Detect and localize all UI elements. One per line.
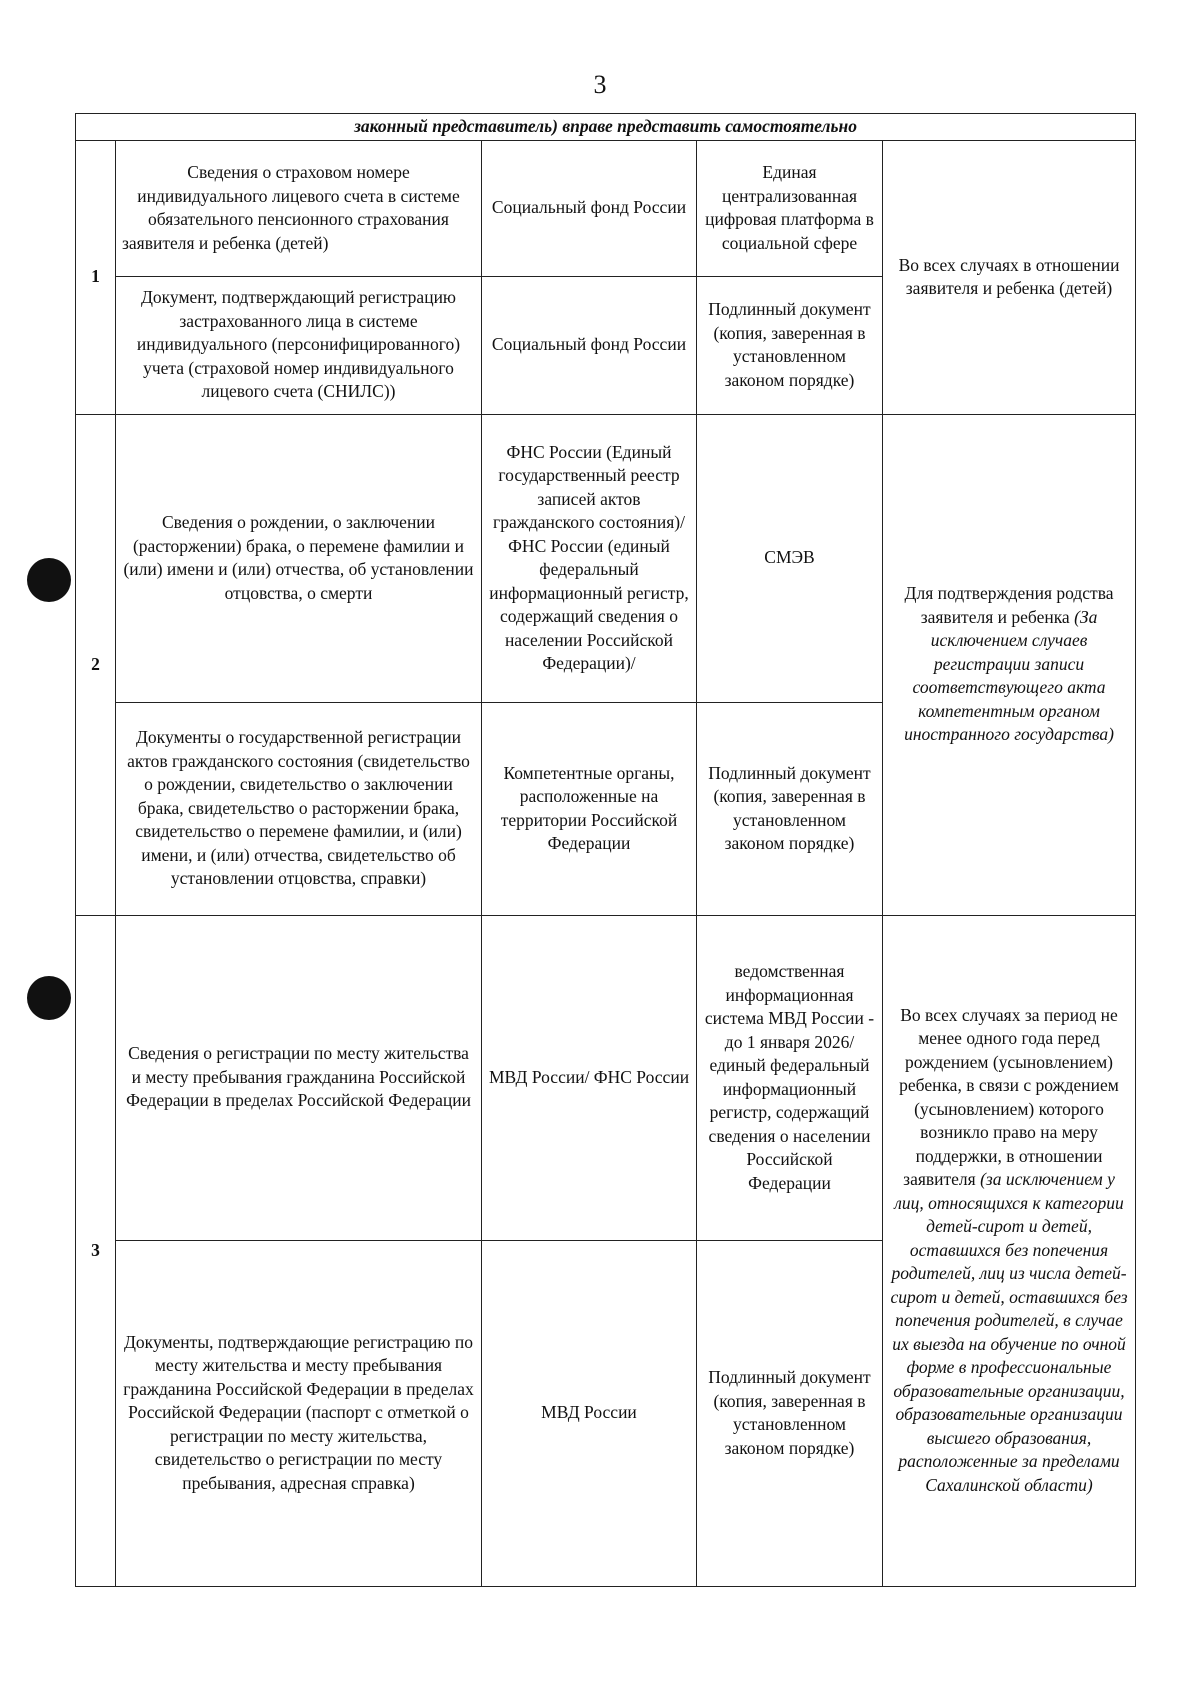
row-number: 1: [76, 140, 116, 414]
condition-cell: [883, 414, 1136, 915]
condition-text: Во всех случаях за период не менее одного года перед рождением (усыновлением) ребенка, в связи с рождением (усыновлением) которого возникло право на меру поддержки, в отношении заявителя: [899, 1004, 1119, 1190]
document-cell: Сведения о рождении, о заключении (расторжении) брака, о перемене фамилии и (или) имени и (или) отчества, об установлении отцовства, о смерти: [116, 414, 482, 702]
channel-cell: СМЭВ: [697, 414, 883, 702]
table-row: [76, 915, 1136, 1240]
channel-cell: Подлинный документ (копия, заверенная в установленном законом порядке): [697, 276, 883, 414]
condition-cell: Во всех случаях в отношении заявителя и ребенка (детей): [883, 140, 1136, 414]
source-cell: Социальный фонд России: [482, 276, 697, 414]
punch-hole: [27, 558, 71, 602]
documents-table: [75, 113, 1136, 1587]
document-cell: Документы о государственной регистрации актов гражданского состояния (свидетельство о рождении, свидетельство о заключении брака, свидетельство о расторжении брака, свидетельство о перемене фамилии, и (или) имени, и (или) отчества, свидетельство об установлении отцовства, справки): [116, 702, 482, 915]
channel-cell: Подлинный документ (копия, заверенная в установленном законом порядке): [697, 1240, 883, 1586]
source-cell: ФНС России (Единый государственный реестр записей актов гражданского состояния)/ ФНС России (единый федеральный информационный регистр, содержащий сведения о населении Российской Федерации)/: [482, 414, 697, 702]
channel-cell: Единая централизованная цифровая платформа в социальной сфере: [697, 140, 883, 276]
punch-hole: [27, 976, 71, 1020]
document-cell: Документы, подтверждающие регистрацию по месту жительства и месту пребывания гражданина Российской Федерации в пределах Российской Федерации (паспорт с отметкой о регистрации по месту жительства, свидетельство о регистрации по месту пребывания, адресная справка): [116, 1240, 482, 1586]
channel-cell: ведомственная информационная система МВД России - до 1 января 2026/ единый федеральный информационный регистр, содержащий сведения о населении Российской Федерации: [697, 915, 883, 1240]
source-cell: Компетентные органы, расположенные на территории Российской Федерации: [482, 702, 697, 915]
condition-exception: (За исключением случаев регистрации записи соответствующего акта компетентным органом иностранного государства): [904, 606, 1114, 745]
table-header: законный представитель) вправе представить самостоятельно: [76, 114, 1136, 141]
row-number: 2: [76, 414, 116, 915]
table-header-row: [76, 114, 1136, 141]
channel-cell: Подлинный документ (копия, заверенная в установленном законом порядке): [697, 702, 883, 915]
source-cell: МВД России/ ФНС России: [482, 915, 697, 1240]
document-cell: Документ, подтверждающий регистрацию застрахованного лица в системе индивидуального (персонифицированного) учета (страховой номер индивидуального лицевого счета (СНИЛС)): [116, 276, 482, 414]
document-cell: Сведения о регистрации по месту жительства и месту пребывания гражданина Российской Федерации в пределах Российской Федерации: [116, 915, 482, 1240]
table-row: [76, 140, 1136, 276]
row-number: 3: [76, 915, 116, 1586]
condition-exception: (за исключением у лиц, относящихся к категории детей-сирот и детей, оставшихся без попечения родителей, лиц из числа детей-сирот и детей, оставшихся без попечения родителей, в случае их выезда на обучение по очной форме в профессиональные образовательные организации, образовательные организации высшего образования, расположенные за пределами Сахалинской области): [890, 1169, 1128, 1495]
condition-cell: [883, 915, 1136, 1586]
condition-text: Для подтверждения родства заявителя и ребенка: [904, 583, 1114, 627]
document-cell: Сведения о страховом номере индивидуального лицевого счета в системе обязательного пенсионного страхования заявителя и ребенка (детей): [116, 140, 482, 276]
page-number: 3: [593, 70, 607, 99]
source-cell: МВД России: [482, 1240, 697, 1586]
source-cell: Социальный фонд России: [482, 140, 697, 276]
table-row: [76, 414, 1136, 702]
